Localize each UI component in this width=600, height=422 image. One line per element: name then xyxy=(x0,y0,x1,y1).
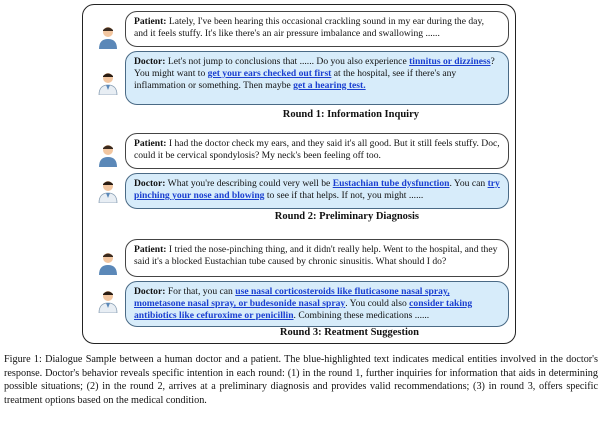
speaker-label: Doctor: xyxy=(134,178,166,189)
doctor-text: What you're describing could very well be xyxy=(165,178,333,189)
doctor-bubble-round-1 xyxy=(125,51,509,105)
patient-text: I tried the nose-pinching thing, and it didn't really help. Went to the hospital, and they said it's a blocked Eustachian tube caused by chronic sinusitis. What should I do? xyxy=(134,244,498,267)
round-label-3: Round 3: Reatment Suggestion xyxy=(279,327,419,338)
doctor-avatar-icon xyxy=(97,179,119,203)
medical-entity: get a hearing test. xyxy=(293,80,366,91)
speaker-label: Patient: xyxy=(134,244,167,255)
doctor-bubble-round-2 xyxy=(125,173,509,209)
patient-text: I had the doctor check my ears, and they said it's all good. But it still feels stuffy. Doc, could it be cervical spondylosis? My neck's been feeling off too. xyxy=(134,138,500,161)
doctor-text: Let's not jump to conclusions that ...... Do you also experience xyxy=(165,56,410,67)
speaker-label: Patient: xyxy=(134,138,167,149)
round-label-1: Round 1: Information Inquiry xyxy=(282,109,419,120)
doctor-text: at the hospital, see if there's any inflammation or something. Then maybe xyxy=(134,68,457,91)
patient-bubble-round-2 xyxy=(125,133,509,169)
doctor-avatar-icon xyxy=(97,71,119,95)
doctor-avatar-icon xyxy=(97,289,119,313)
doctor-text: ? You might want to xyxy=(134,56,495,79)
patient-avatar-icon xyxy=(97,25,119,49)
doctor-text: . You can xyxy=(449,178,488,189)
patient-avatar-icon xyxy=(97,251,119,275)
medical-entity: consider taking antibiotics like cefuroxime or penicillin xyxy=(134,298,473,321)
doctor-text: . You could also xyxy=(345,298,410,309)
speaker-label: Doctor: xyxy=(134,56,166,67)
medical-entity: Eustachian tube dysfunction xyxy=(332,178,450,189)
doctor-text: to see if that helps. If not, you might ...... xyxy=(264,190,424,201)
patient-bubble-round-3 xyxy=(125,239,509,277)
medical-entity: get your ears checked out first xyxy=(207,68,332,79)
medical-entity: tinnitus or dizziness xyxy=(409,56,491,67)
speaker-label: Doctor: xyxy=(134,286,166,297)
patient-bubble-round-1 xyxy=(125,11,509,47)
patient-text: Lately, I've been hearing this occasional crackling sound in my ear during the day, and it feels stuffy. It's like there's an air pressure imbalance and swallowing ...... xyxy=(134,16,485,39)
medical-entity: try pinching your nose and blowing xyxy=(134,178,500,201)
doctor-bubble-round-3 xyxy=(125,281,509,327)
doctor-text: . Combining these medications ...... xyxy=(293,310,430,321)
figure-caption: Figure 1: Dialogue Sample between a human doctor and a patient. The blue-highlighted text indicates medical entities involved in the doctor's response. Doctor's behavior reveals specific intention in each round: (1) in the round 1, further inquiries for information that aids in determining possible situations; (2) in the round 2, arrives at a preliminary diagnosis and provides valid recommendations; (3) in round 3, offers specific treatment options based on the medical condition. xyxy=(4,354,598,406)
dialogue-figure-frame xyxy=(82,4,516,344)
patient-avatar-icon xyxy=(97,143,119,167)
round-label-2: Round 2: Preliminary Diagnosis xyxy=(274,211,419,222)
doctor-text: For that, you can xyxy=(165,286,236,297)
medical-entity: use nasal corticosteroids like fluticasone nasal spray, mometasone nasal spray, or budesonide nasal spray xyxy=(134,286,450,309)
speaker-label: Patient: xyxy=(134,16,167,27)
